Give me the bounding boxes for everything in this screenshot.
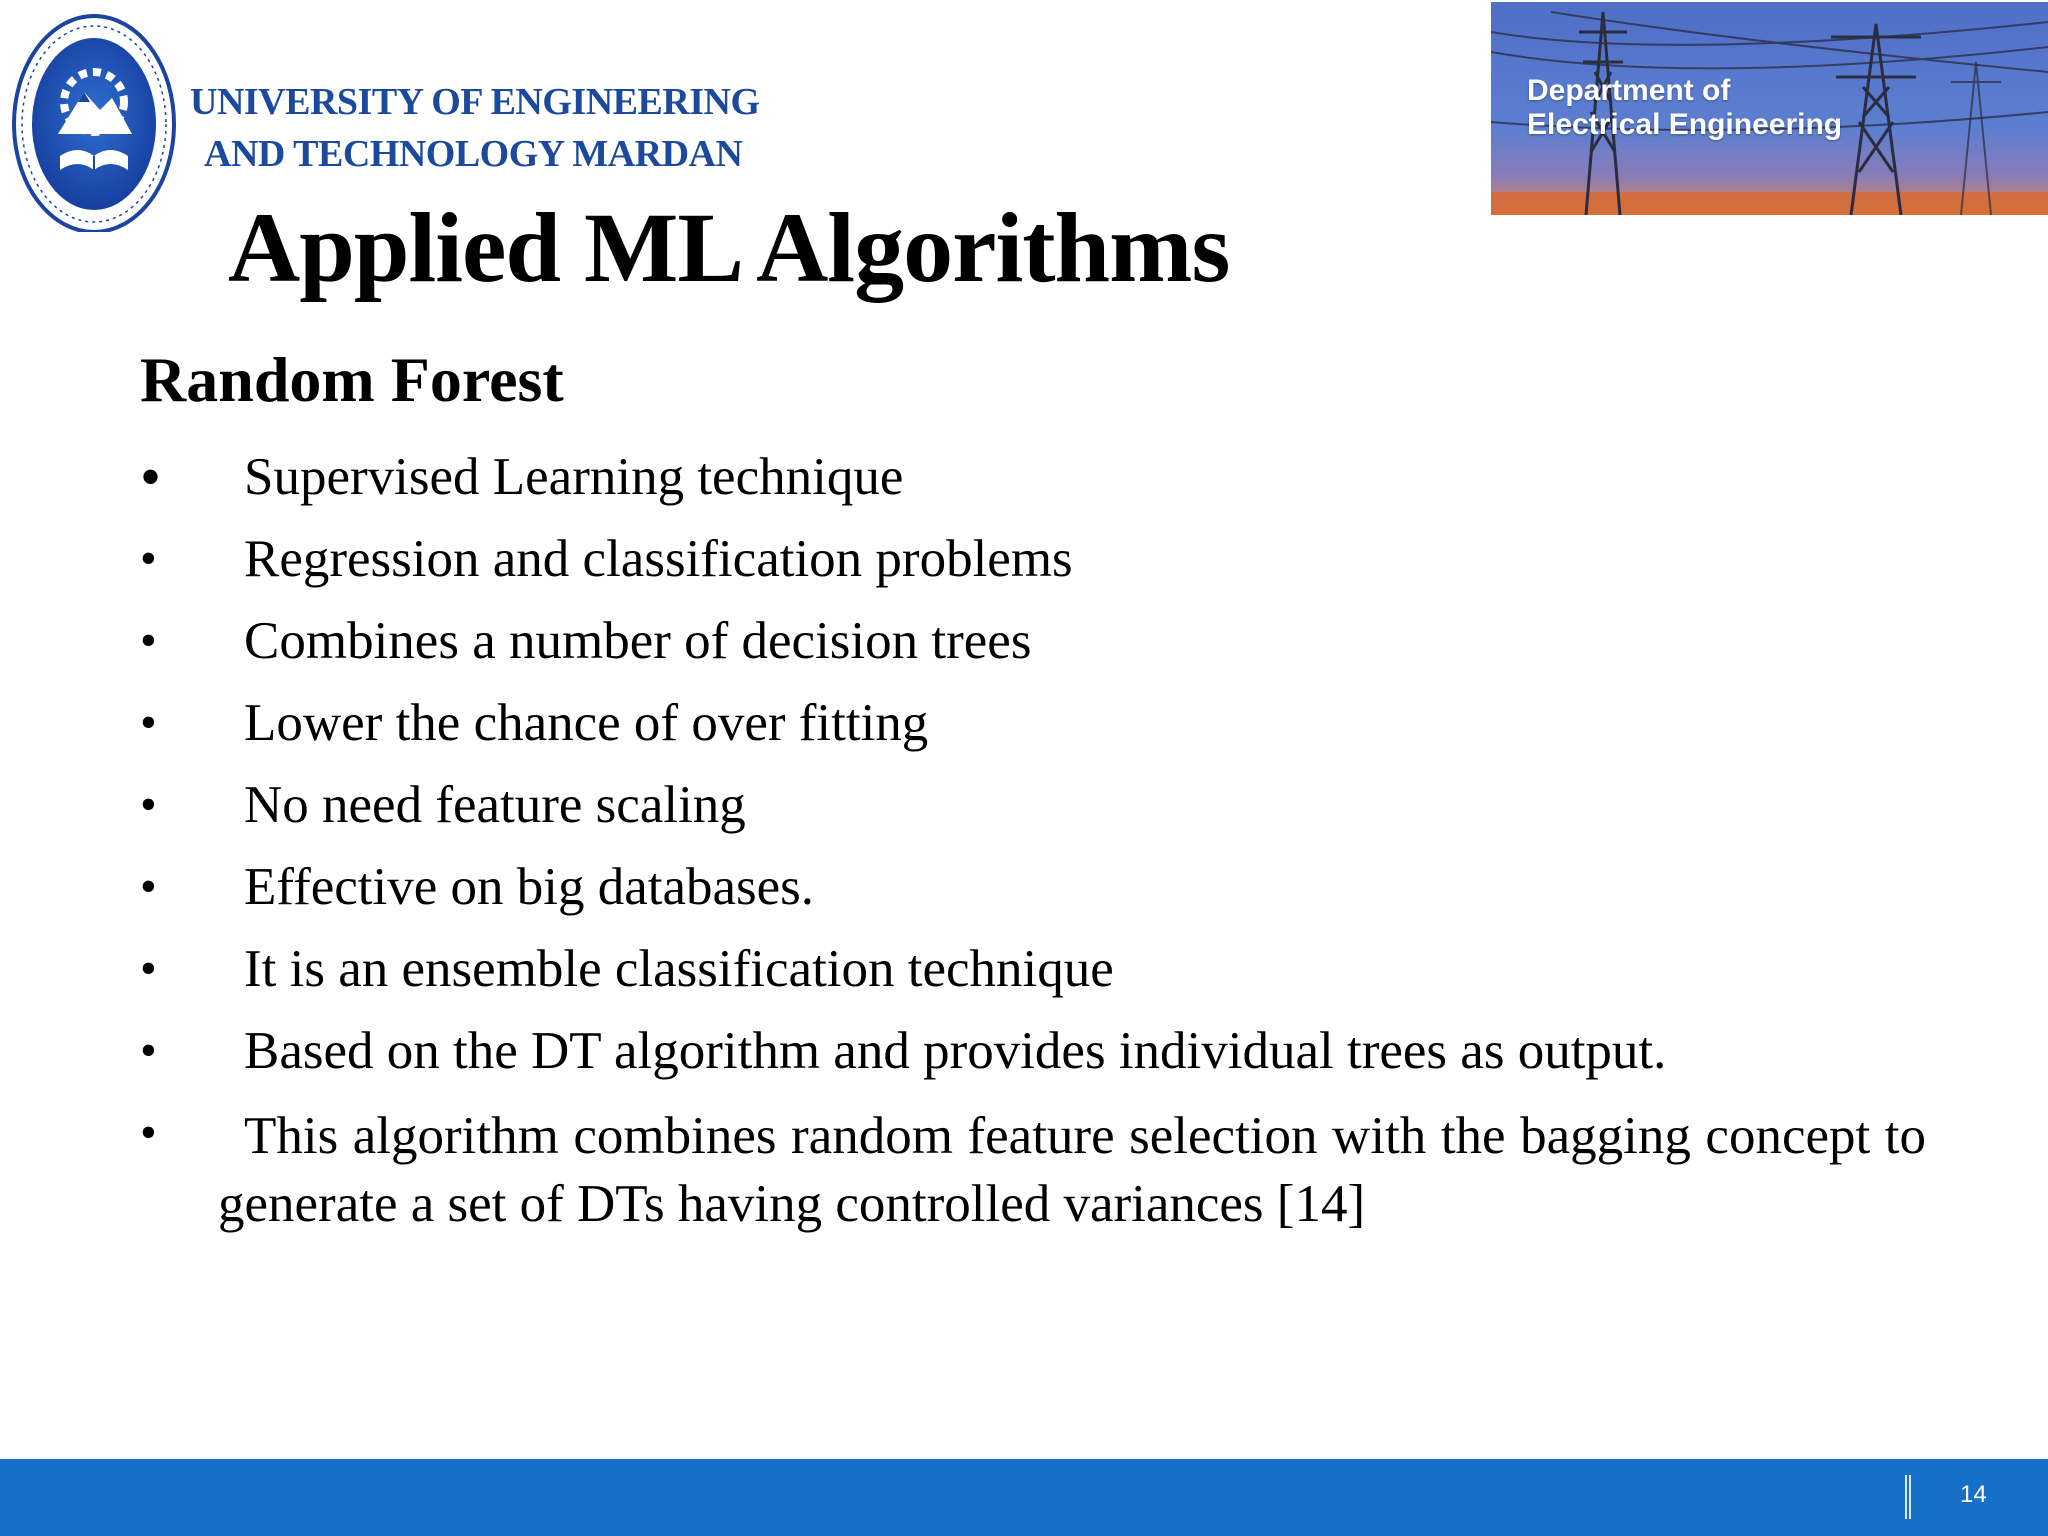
university-name-line2: AND TECHNOLOGY MARDAN xyxy=(204,133,743,175)
bullet-dot-icon: • xyxy=(140,778,157,831)
bullet-item xyxy=(140,774,1926,836)
bullet-list xyxy=(140,446,1926,1258)
bullet-text: This algorithm combines random feature selection with the bagging concept to generate a set of DTs having controlled variances [14] xyxy=(218,1107,1926,1233)
slide-subtitle: Random Forest xyxy=(140,344,564,415)
bullet-item xyxy=(140,856,1926,918)
department-name xyxy=(1527,74,1842,142)
department-banner xyxy=(1491,2,2048,215)
bullet-item xyxy=(140,610,1926,672)
bullet-text: Combines a number of decision trees xyxy=(244,612,1032,670)
bullet-item xyxy=(140,938,1926,1000)
bullet-dot-icon: • xyxy=(140,532,157,585)
footer-bar xyxy=(0,1459,2048,1536)
university-name xyxy=(190,76,760,180)
bullet-text: Supervised Learning technique xyxy=(244,448,904,506)
bullet-item xyxy=(140,1020,1926,1082)
bullet-item xyxy=(140,446,1926,508)
bullet-dot-icon: • xyxy=(140,696,157,749)
department-line2: Electrical Engineering xyxy=(1527,108,1843,141)
bullet-dot-icon: • xyxy=(140,444,162,510)
department-line1: Department of xyxy=(1527,74,1731,107)
bullet-text: It is an ensemble classification technique xyxy=(244,940,1114,998)
bullet-dot-icon: • xyxy=(140,860,157,913)
bullet-text: Based on the DT algorithm and provides individual trees as output. xyxy=(244,1022,1667,1080)
bullet-dot-icon: • xyxy=(140,1106,157,1159)
page-number: 14 xyxy=(1960,1481,1987,1508)
university-seal-icon xyxy=(8,6,184,232)
university-name-line1: UNIVERSITY OF ENGINEERING xyxy=(190,81,760,123)
footer-separator xyxy=(1905,1475,1911,1519)
bullet-item xyxy=(140,1102,1926,1238)
bullet-item xyxy=(140,692,1926,754)
bullet-dot-icon: • xyxy=(140,614,157,667)
bullet-text: Regression and classification problems xyxy=(244,530,1073,588)
bullet-text: No need feature scaling xyxy=(244,776,746,834)
bullet-dot-icon: • xyxy=(140,942,157,995)
slide-title: Applied ML Algorithms xyxy=(228,192,1230,303)
bullet-text: Lower the chance of over fitting xyxy=(244,694,929,752)
bullet-dot-icon: • xyxy=(140,1024,157,1077)
bullet-item xyxy=(140,528,1926,590)
bullet-text: Effective on big databases. xyxy=(244,858,815,916)
